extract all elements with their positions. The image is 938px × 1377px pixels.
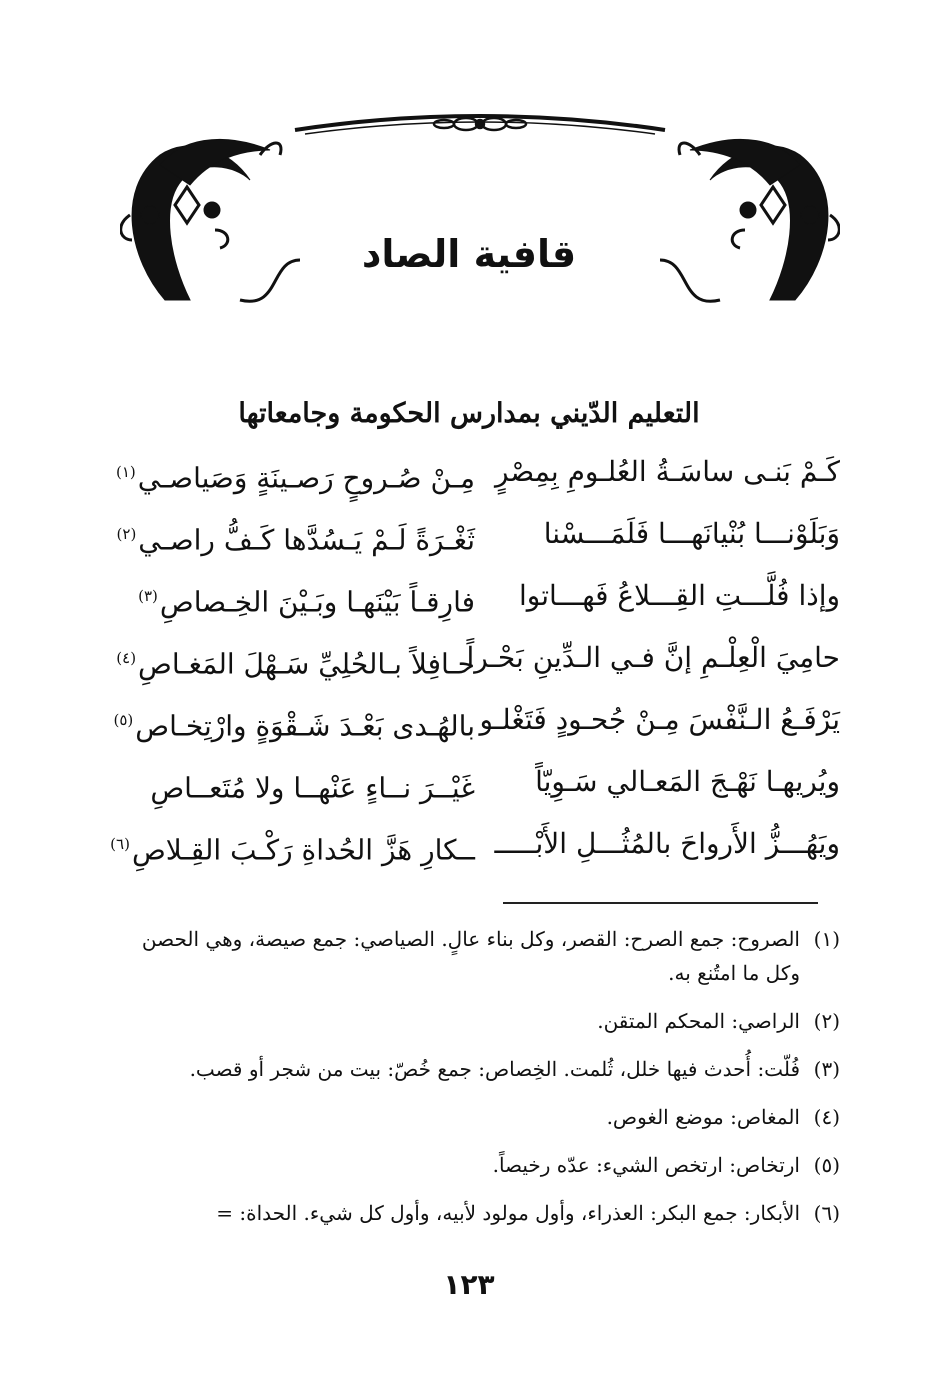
- hemistich-text: ثَغْـرَةً لَـمْ يَـسُدَّها كَـفُّ راصـي: [138, 523, 475, 557]
- footnote: [120, 1196, 840, 1230]
- verse-first-hemistich: وَبَلَوْنـــا بُنْيانَهـــا فَلَمَـــسْنا: [543, 517, 840, 550]
- verse: [113, 694, 840, 756]
- footnote: [120, 1004, 840, 1038]
- poem-title: التعليم الدّيني بمدارس الحكومة وجامعاتها: [238, 398, 700, 429]
- footnote-divider: [503, 902, 818, 904]
- footnote-ref: (٢): [116, 525, 137, 543]
- footnote-number: (٢): [813, 1009, 840, 1033]
- header-ornament: [120, 110, 840, 330]
- footnote-text: فُلّت: أُحدث فيها خلل، ثُلمت. الخِصاص: جمع خُصّ: بيت من شجر أو قصب.: [189, 1057, 800, 1081]
- footnote-ref: (٦): [110, 835, 130, 853]
- verse-second-hemistich: [110, 818, 475, 876]
- footnote-ref: (١): [115, 463, 136, 481]
- footnote-number: (٣): [813, 1057, 840, 1081]
- footnote-text: ارتخاص: ارتخص الشيء: عدّه رخيصاً.: [492, 1153, 800, 1177]
- footnote-ref: (٣): [138, 587, 158, 605]
- verse-second-hemistich: [120, 756, 475, 814]
- footnote-ref: (٥): [113, 711, 134, 729]
- hemistich-text: بالهُـدى بَعْـدَ شَـقْوَةٍ وارْتِخـاص: [135, 709, 475, 743]
- verse-second-hemistich: [120, 570, 475, 628]
- verse: [115, 446, 840, 508]
- verse-second-hemistich: [116, 632, 475, 690]
- hemistich-text: حـافِلاً بـالحُلِيِّ سَـهْلَ المَغـاصِ: [138, 647, 475, 681]
- footnote-number: (٤): [813, 1105, 840, 1129]
- footnote-text: الأبكار: جمع البكر: العذراء، وأول مولود لأبيه، وأول كل شيء. الحداة: =: [216, 1201, 800, 1225]
- verse-first-hemistich: يَرْفَـعُ الـنَّفْسَ مِـنْ جُحـودٍ فَتَغْلـو: [479, 703, 840, 736]
- verse-first-hemistich: ويَهُـــزُّ الأَرواحَ بالمُثُـــلِ الأَبْـــــ: [494, 827, 840, 860]
- footnote: [120, 1052, 840, 1086]
- footnote-text: الراصي: المحكم المتقن.: [597, 1009, 800, 1033]
- footnote-text: الصروح: جمع الصرح: القصر، وكل بناء عالٍ. الصياصي: جمع صيصة، وهي الحصن وكل ما امتُنع به.: [141, 927, 800, 985]
- footnote-text: المغاص: موضع الغوص.: [606, 1105, 800, 1129]
- verse-first-hemistich: كَـمْ بَنـى ساسَـةُ العُلـومِ بِمِصْرٍ: [494, 455, 840, 488]
- footnote-number: (٦): [813, 1201, 840, 1225]
- verse-first-hemistich: حامِيَ الْعِلْـمِ إنَّ فـي الـدِّينِ بَحْـراً: [466, 641, 840, 674]
- verse-second-hemistich: [116, 508, 475, 566]
- footnote: [120, 1148, 840, 1182]
- footnote-number: (٥): [813, 1153, 840, 1177]
- footnote-number: (١): [813, 927, 840, 951]
- footnote: [120, 922, 840, 990]
- footnote: [120, 1100, 840, 1134]
- chapter-title: قافية الصاد: [361, 232, 577, 276]
- hemistich-text: ــكارِ هَزَّ الحُداةِ رَكْـبَ القِـلاصِ: [131, 833, 475, 867]
- verse: [116, 508, 840, 570]
- footnotes: [120, 922, 840, 1244]
- verse-first-hemistich: ويُريهـا نَهْـجَ المَعـالي سَـوِيّاً: [535, 765, 840, 798]
- verse-second-hemistich: [113, 694, 475, 752]
- hemistich-text: غَيْــرَ نــاءٍ عَنْهــا ولا مُتَعــاصِ: [150, 771, 475, 805]
- page-number: ١٢٣: [443, 1268, 495, 1301]
- verse: [120, 756, 840, 818]
- hemistich-text: مِـنْ صُـروحٍ رَصـينَةٍ وَصَياصـي: [137, 461, 475, 495]
- hemistich-text: فارِقـاً بَيْنَهـا وبَـيْنَ الخِـصاصِ: [159, 585, 475, 619]
- verse: [110, 818, 840, 880]
- poem: [110, 446, 840, 880]
- footnote-ref: (٤): [116, 649, 137, 667]
- verse-first-hemistich: وإذا فُلَّـــتِ القِـــلاعُ فَهـــاتوا: [519, 579, 840, 612]
- verse: [120, 570, 840, 632]
- verse: [116, 632, 840, 694]
- verse-second-hemistich: [115, 446, 475, 504]
